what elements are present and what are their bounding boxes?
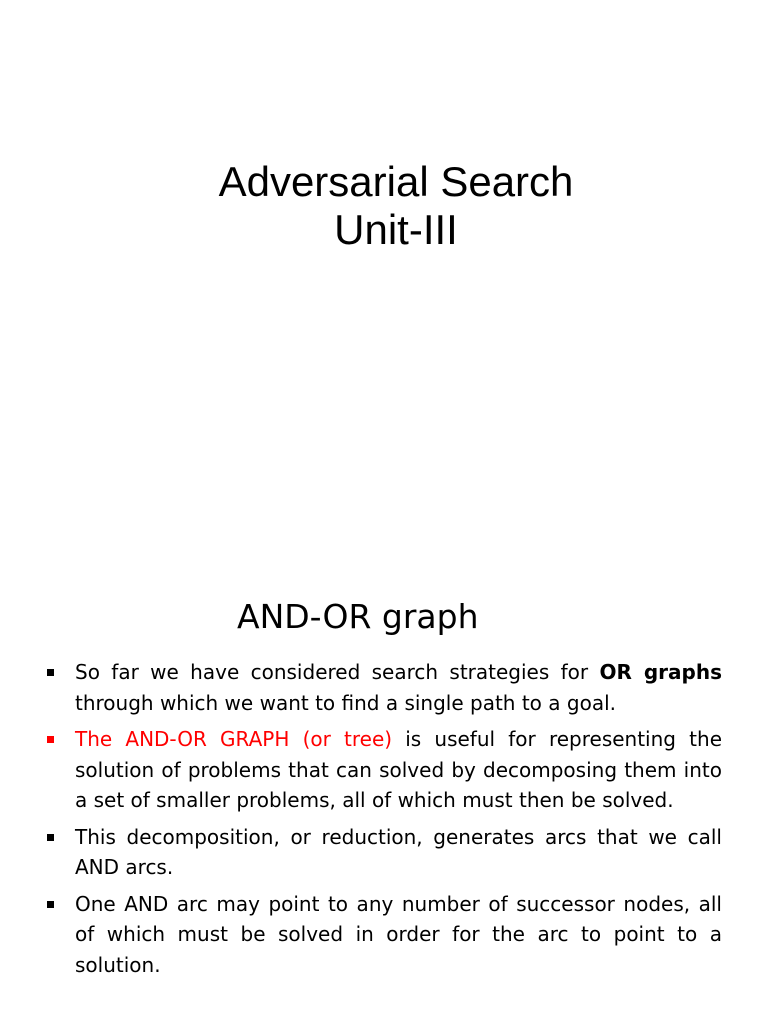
- slide-title: [0, 158, 768, 254]
- bullet-list: [44, 657, 722, 986]
- bullet-text: is useful for representing the solution of problems that can solved by decomposing them into a set of smaller problems, all of which must then be solved.: [75, 727, 722, 812]
- bullet-square-icon: [47, 901, 54, 908]
- bullet-text: One AND arc may point to any number of successor nodes, all of which must be solved in order for the arc to point to a solution.: [75, 891, 722, 977]
- slide-heading: AND-OR graph: [237, 597, 479, 636]
- bullet-item: [44, 657, 722, 718]
- bullet-square-icon: [47, 834, 54, 841]
- bullet-item: [44, 889, 722, 981]
- bullet-text: So far we have considered search strategies for: [75, 660, 600, 684]
- bullet-item: [44, 724, 722, 816]
- content-slide: [0, 560, 768, 1024]
- bullet-item: [44, 822, 722, 883]
- bullet-text: through which we want to find a single path to a goal.: [75, 690, 616, 715]
- bullet-bold-text: OR graphs: [599, 660, 722, 684]
- bullet-square-icon: [47, 736, 54, 743]
- bullet-highlight-text: The AND-OR GRAPH (or tree): [75, 727, 393, 751]
- title-line-2: Unit-III: [334, 206, 458, 253]
- bullet-square-icon: [47, 669, 54, 676]
- bullet-text: This decomposition, or reduction, generates arcs that we call AND arcs.: [75, 824, 722, 879]
- title-line-1: Adversarial Search: [218, 158, 574, 205]
